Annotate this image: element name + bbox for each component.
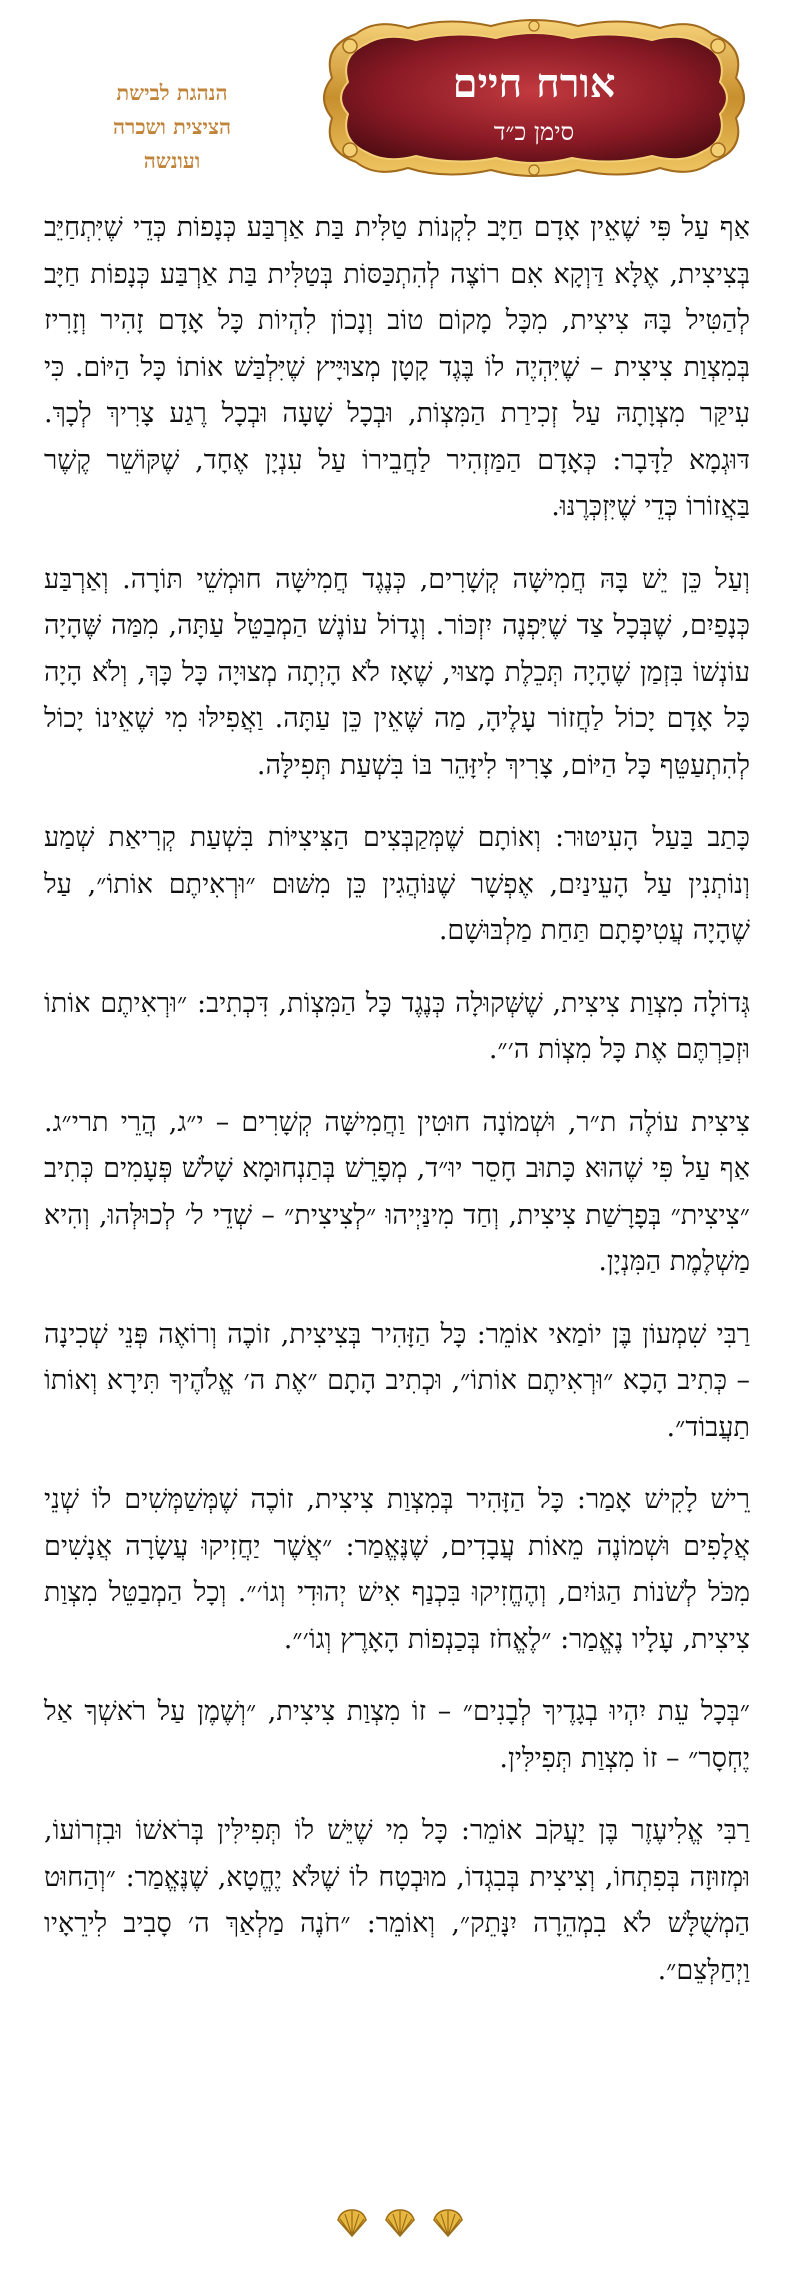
paragraph: רַבִּי אֱלִיעֶזֶר בֶּן יַעֲקֹב אוֹמֵר: כָּל מִי שֶׁיֵּשׁ לוֹ תְּפִילִּין בְּרֹאשׁוֹ וּבִזְרוֹעוֹ, וּמְזוּזָה בְּפִתְחוֹ, וְצִיצִית בְּבִגְדוֹ, מוּבְטָח לוֹ שֶׁלֹּא יֶחֱטָא, שֶׁנֶּאֱמַר: ״וְהַחוּט הַמְשֻׁלָּשׁ לֹא בִמְהֵרָה יִנָּתֵק״, וְאוֹמֵר: ״חֹנֶה מַלְאַךְ ה׳ סָבִיב לִירֵאָיו וַיְחַלְּצֵם״. — [44, 1815, 750, 1986]
shell-icon — [431, 2208, 465, 2238]
chapter-side-title — [92, 76, 252, 178]
side-title-line: הציצית ושכרה — [112, 114, 232, 139]
paragraph: רַבִּי שִׁמְעוֹן בֶּן יוֹמַאי אוֹמֵר: כָּל הַזָּהִיר בְּצִיצִית, זוֹכֶה וְרוֹאֶה פְּנֵי שְׁכִינָה – כְּתִיב הָכָא ״וּרְאִיתֶם אוֹתוֹ״, וּכְתִיב הָתָם ״אֶת ה׳ אֱלֹהֶיךָ תִּירָא וְאוֹתוֹ תַעֲבוֹד״. — [44, 1318, 750, 1443]
shell-icon — [383, 2208, 417, 2238]
end-ornament — [0, 2208, 800, 2238]
paragraph: ״בְּכָל עֵת יִהְיוּ בְגָדֶיךָ לְבָנִים״ – זוֹ מִצְוַת צִיצִית, ״וְשֶׁמֶן עַל רֹאשְׁךָ אַל יֶחְסָר״ – זוֹ מִצְוַת תְּפִילִּין. — [44, 1696, 750, 1774]
header — [0, 0, 800, 205]
paragraph: רֵישׁ לָקִישׁ אָמַר: כָּל הַזָּהִיר בְּמִצְוַת צִיצִית, זוֹכֶה שֶׁמְּשַׁמְּשִׁים לוֹ שְׁנֵי אֲלָפִים וּשְׁמוֹנֶה מֵאוֹת עֲבָדִים, שֶׁנֶּאֱמַר: ״אֲשֶׁר יַחֲזִיקוּ עֲשָׂרָה אֲנָשִׁים מִכֹּל לְשֹׁנוֹת הַגּוֹיִם, וְהֶחֱזִיקוּ בִּכְנַף אִישׁ יְהוּדִי וְגוֹ׳״. וְכָל הַמְבַטֵּל מִצְוַת צִיצִית, עָלָיו נֶאֱמַר: ״לֶאֱחֹז בְּכַנְפוֹת הָאָרֶץ וְגוֹ׳״. — [44, 1484, 750, 1655]
side-title-line: ועונשה — [143, 148, 201, 173]
paragraph: גְּדוֹלָה מִצְוַת צִיצִית, שֶׁשְּׁקוּלָה כְּנֶגֶד כָּל הַמִּצְוֹת, דִּכְתִיב: ״וּרְאִיתֶם אוֹתוֹ וּזְכַרְתֶּם אֶת כָּל מִצְוֹת ה׳״. — [44, 987, 751, 1065]
paragraph: כָּתַב בַּעַל הָעִיטּוּר: וְאוֹתָם שֶׁמְּקַבְּצִים הַצִּיצִיּוֹת בִּשְׁעַת קְרִיאַת שְׁמַע וְנוֹתְנִין עַל הָעֵינַיִם, אֶפְשָׁר שֶׁנּוֹהֲגִין כֵּן מִשּׁוּם ״וּרְאִיתֶם אוֹתוֹ״, עַל שֶׁהָיָה עֲטִיפָתָם תַּחַת מַלְבּוּשָׁם. — [44, 822, 750, 946]
article-body — [44, 205, 750, 2020]
paragraph: אַף עַל פִּי שֶׁאֵין אָדָם חַיָּב לִקְנוֹת טַלִּית בַּת אַרְבַּע כְּנָפוֹת כְּדֵי שֶׁיִּתְחַיֵּב בְּצִיצִית, אֶלָּא דַּוְקָא אִם רוֹצֶה לְהִתְכַּסּוֹת בְּטַלִּית בַּת אַרְבַּע כְּנָפוֹת חַיָּב לְהַטִּיל בָּהּ צִיצִית, מִכָּל מָקוֹם טוֹב וְנָכוֹן לִהְיוֹת כָּל אָדָם זָהִיר וְזָרִיז בְּמִצְוַת צִיצִית – שֶׁיִּהְיֶה לוֹ בֶּגֶד קָטָן מְצוּיָּיץ שֶׁיִּלְבַּשׁ אוֹתוֹ כָּל הַיּוֹם. כִּי עִיקַּר מִצְוָתָהּ עַל זְכִירַת הַמִּצְוֹת, וּבְכָל שָׁעָה וּבְכָל רֶגַע צָרִיךְ לְכָךְ. דּוּגְמָא לַדָּבָר: כְּאָדָם הַמַּזְהִיר לַחֲבֵירוֹ עַל עִנְיָן אֶחָד, שֶׁקּוֹשֵׁר קֶשֶׁר בַּאֲזוֹרוֹ כְּדֵי שֶׁיִּזְכְּרֶנּוּ. — [44, 212, 750, 522]
shell-icon — [335, 2208, 369, 2238]
side-title-line: הנהגת לבישת — [116, 80, 228, 105]
paragraph: וְעַל כֵּן יֵשׁ בָּהּ חֲמִישָּׁה קְשָׁרִים, כְּנֶגֶד חֲמִישָּׁה חוּמְשֵׁי תּוֹרָה. וְאַרְבַּע כְּנָפַיִם, שֶׁבְּכָל צַד שֶׁיִּפְנֶה יִזְכּוֹר. וְגָדוֹל עוֹנֶשׁ הַמְבַטֵּל עַתָּה, מִמַּה שֶּׁהָיָה עוֹנְשׁוֹ בִּזְמַן שֶׁהָיָה תְּכֵלֶת מָצוּי, שֶׁאָז לֹא הָיְתָה מְצוּיָה כָּל כָּךְ, וְלֹא הָיָה כָּל אָדָם יָכוֹל לַחֲזוֹר עָלֶיהָ, מַה שֶּׁאֵין כֵּן עַתָּה. וַאֲפִילּוּ מִי שֶׁאֵינוֹ יָכוֹל לְהִתְעַטֵּף כָּל הַיּוֹם, צָרִיךְ לִיזָּהֵר בּוֹ בִּשְׁעַת תְּפִילָּה. — [44, 563, 750, 781]
paragraph: צִיצִית עוֹלֶה ת״ר, וּשְׁמוֹנָה חוּטִין וַחֲמִישָּׁה קְשָׁרִים – י״ג, הֲרֵי תרי״ג. אַף עַל פִּי שֶׁהוּא כָּתוּב חָסֵר יוּ״ד, מְפָרֵשׁ בְּתַנְחוּמָא שָׁלֹשׁ פְּעָמִים כְּתִיב ״צִיצִית״ בְּפָרָשַׁת צִיצִית, וְחַד מִינַּיְיהוּ ״לְצִיצִית״ – שְׁדֵי ל׳ לְכוּלְּהוּ, וְהִיא מַשְׁלֶמֶת הַמִּנְיָן. — [44, 1106, 750, 1277]
section-number: סימן כ״ד — [493, 118, 575, 146]
title-banner — [316, 16, 752, 180]
page-title: אורח חיים — [452, 60, 616, 107]
